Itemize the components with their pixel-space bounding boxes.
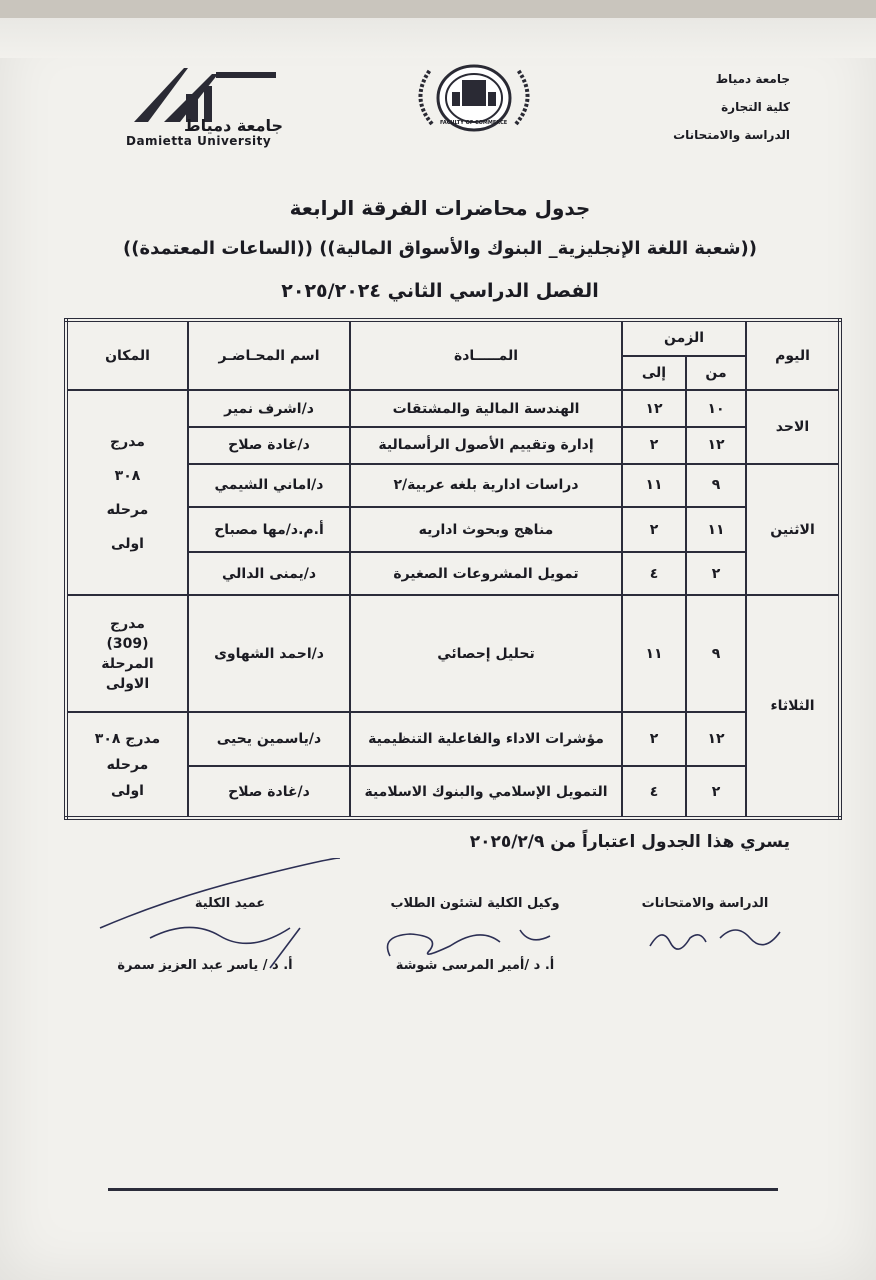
place-line: (309) xyxy=(106,635,149,652)
folded-corner-shadow xyxy=(0,18,876,58)
from-cell: ١٢ xyxy=(686,712,746,766)
place-line: اولى xyxy=(111,782,144,799)
place-line: ٣٠٨ xyxy=(114,467,141,484)
university-logo-icon xyxy=(124,64,290,124)
from-cell: ٩ xyxy=(686,464,746,507)
header-department: الدراسة والامتحانات xyxy=(673,128,790,142)
place-line: مدرج ٣٠٨ xyxy=(94,730,161,747)
signature-title-exams: الدراسة والامتحانات xyxy=(641,896,769,911)
subject-cell: الهندسة المالية والمشتقات xyxy=(350,390,622,427)
subject-cell: إدارة وتقييم الأصول الرأسمالية xyxy=(350,427,622,464)
header-to: إلى xyxy=(622,356,686,391)
schedule-title: جدول محاضرات الفرقة الرابعة xyxy=(289,196,591,220)
lecturer-cell: د/غادة صلاح xyxy=(188,427,350,464)
to-cell: ٢ xyxy=(622,712,686,766)
header-subject: المـــــادة xyxy=(350,320,622,390)
place-line: مدرج xyxy=(110,615,145,632)
to-cell: ٤ xyxy=(622,766,686,818)
place-line: المرحلة xyxy=(101,655,154,672)
seal-caption: FACULTY OF COMMERCE xyxy=(440,120,508,126)
to-cell: ١٢ xyxy=(622,390,686,427)
handwritten-signature-vice-dean xyxy=(370,906,570,966)
logo-english-name: Damietta University xyxy=(126,134,272,148)
table-row xyxy=(66,712,840,766)
from-cell: ٩ xyxy=(686,595,746,712)
header-row xyxy=(66,320,840,356)
lecturer-cell: د/غادة صلاح xyxy=(188,766,350,818)
effective-date-note: يسري هذا الجدول اعتباراً من ٢٠٢٥/٢/٩ xyxy=(469,832,790,852)
from-cell: ٢ xyxy=(686,552,746,595)
from-cell: ١١ xyxy=(686,507,746,552)
signature-title-dean: عميد الكلية xyxy=(194,896,266,911)
damietta-university-logo xyxy=(124,64,290,154)
signature-name-dean: أ. د / ياسر عبد العزيز سمرة xyxy=(117,958,293,973)
table-row xyxy=(66,390,840,427)
handwritten-signature-dean xyxy=(90,858,350,978)
place-line: مرحله xyxy=(106,756,149,773)
subject-cell: مناهج وبحوث اداريه xyxy=(350,507,622,552)
lecturer-cell: أ.م.د/مها مصباح xyxy=(188,507,350,552)
subject-cell: دراسات ادارية بلغه عربية/٢ xyxy=(350,464,622,507)
place-cell-block1 xyxy=(66,390,188,595)
lecturer-cell: د/احمد الشهاوى xyxy=(188,595,350,712)
subject-cell: تحليل إحصائي xyxy=(350,595,622,712)
header-day: اليوم xyxy=(746,320,840,390)
header-faculty: كلية التجارة xyxy=(721,100,790,114)
signature-name-vice-dean: أ. د /أمير المرسى شوشة xyxy=(395,958,555,973)
schedule-subtitle: ((شعبة اللغة الإنجليزية_ البنوك والأسواق المالية)) ((الساعات المعتمدة)) xyxy=(123,238,757,259)
header-time: الزمن xyxy=(622,320,746,356)
from-cell: ٢ xyxy=(686,766,746,818)
lecturer-cell: د/ياسمين يحيى xyxy=(188,712,350,766)
place-line: الاولى xyxy=(105,675,150,692)
to-cell: ٢ xyxy=(622,507,686,552)
from-cell: ١٢ xyxy=(686,427,746,464)
handwritten-signature-exams xyxy=(640,908,790,958)
to-cell: ١١ xyxy=(622,595,686,712)
logo-arabic-name: جامعة دمياط xyxy=(184,116,284,135)
lecturer-cell: د/اشرف نمير xyxy=(188,390,350,427)
bottom-rule-line xyxy=(108,1188,778,1191)
place-line: اولى xyxy=(111,535,144,552)
place-line: مرحله xyxy=(106,501,149,518)
header-university: جامعة دمياط xyxy=(715,72,790,86)
faculty-seal xyxy=(404,62,544,134)
from-cell: ١٠ xyxy=(686,390,746,427)
lecturer-cell: د/اماني الشيمي xyxy=(188,464,350,507)
schedule-table xyxy=(64,318,842,820)
day-cell-tuesday: الثلاثاء xyxy=(746,595,840,818)
to-cell: ١١ xyxy=(622,464,686,507)
schedule-semester: الفصل الدراسي الثاني ٢٠٢٥/٢٠٢٤ xyxy=(281,280,599,302)
day-cell-sunday: الاحد xyxy=(746,390,840,463)
day-cell-monday: الاثنين xyxy=(746,464,840,596)
place-line: مدرج xyxy=(110,433,145,450)
to-cell: ٢ xyxy=(622,427,686,464)
header-lecturer: اسم المحـاضـر xyxy=(188,320,350,390)
place-cell-block3 xyxy=(66,712,188,818)
subject-cell: التمويل الإسلامي والبنوك الاسلامية xyxy=(350,766,622,818)
header-from: من xyxy=(686,356,746,391)
subject-cell: مؤشرات الاداء والفاعلية التنظيمية xyxy=(350,712,622,766)
to-cell: ٤ xyxy=(622,552,686,595)
place-cell-block2 xyxy=(66,595,188,712)
subject-cell: تمويل المشروعات الصغيرة xyxy=(350,552,622,595)
header-place: المكان xyxy=(66,320,188,390)
signature-title-vice-dean: وكيل الكلية لشئون الطلاب xyxy=(390,896,560,911)
lecturer-cell: د/يمنى الدالي xyxy=(188,552,350,595)
table-row xyxy=(66,595,840,712)
